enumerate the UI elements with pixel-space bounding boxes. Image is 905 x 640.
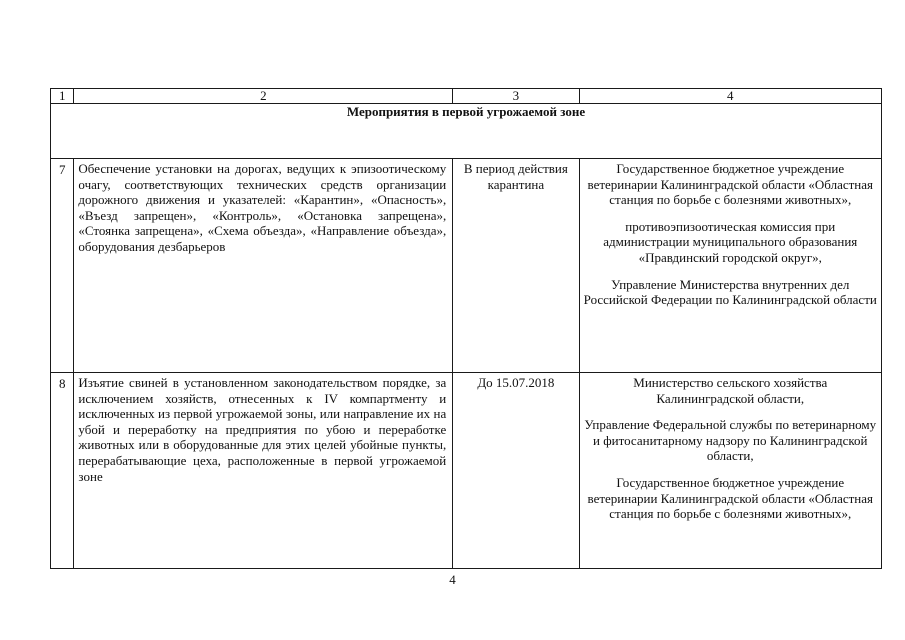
measure-text: Обеспечение установки на дорогах, ведущих к эпизоотическому очагу, соответствующих технических средств организации дорожного движения и указателей: «Карантин», «Опасность», «Въезд запрещен», «Контроль», «Остановка запрещена», «Стоянка запрещена», «Схема объезда», «Направление объезда», оборудования дезбарьеров: [74, 159, 453, 373]
executor-entry: противоэпизоотическая комиссия при администрации муниципального образования «Правдинский городской округ»,: [603, 218, 858, 265]
executors-cell: [579, 159, 881, 373]
section-heading-row: [51, 104, 882, 159]
period-text: В период действия карантина: [453, 159, 579, 373]
table-row: [51, 373, 882, 569]
section-title: Мероприятия в первой угрожаемой зоне: [51, 104, 882, 159]
column-number-2: 2: [74, 89, 453, 104]
executor-entry: Управление Министерства внутренних дел Российской Федерации по Калининградской области: [583, 276, 877, 308]
executors-cell: [579, 373, 881, 569]
page-number: 4: [449, 572, 456, 587]
column-number-4: 4: [579, 89, 881, 104]
column-number-1: 1: [51, 89, 74, 104]
executor-entry: Государственное бюджетное учреждение ветеринарии Калининградской области «Областная станция по борьбе с болезнями животных»,: [587, 161, 873, 208]
period-text: До 15.07.2018: [453, 373, 579, 569]
measures-table: [50, 88, 882, 569]
row-number: 8: [51, 373, 74, 569]
executor-entry: Министерство сельского хозяйства Калининградской области,: [633, 375, 828, 406]
executor-entry: Государственное бюджетное учреждение ветеринарии Калининградской области «Областная станция по борьбе с болезнями животных»,: [587, 474, 873, 522]
column-number-row: [51, 89, 882, 104]
table-row: [51, 159, 882, 373]
measure-text: Изъятие свиней в установленном законодательством порядке, за исключением хозяйств, отнесенных к IV компартменту и исключенных из первой угрожаемой зоны, или направление их на убой и переработку на предприятия по убою и переработке животных или в оборудованные для этих целей убойные пункты, перерабатывающие цеха, расположенные в первой угрожаемой зоне: [74, 373, 453, 569]
row-number: 7: [51, 159, 74, 373]
executor-entry: Управление Федеральной службы по ветеринарному и фитосанитарному надзору по Калининградской области,: [584, 417, 877, 464]
column-number-3: 3: [453, 89, 579, 104]
